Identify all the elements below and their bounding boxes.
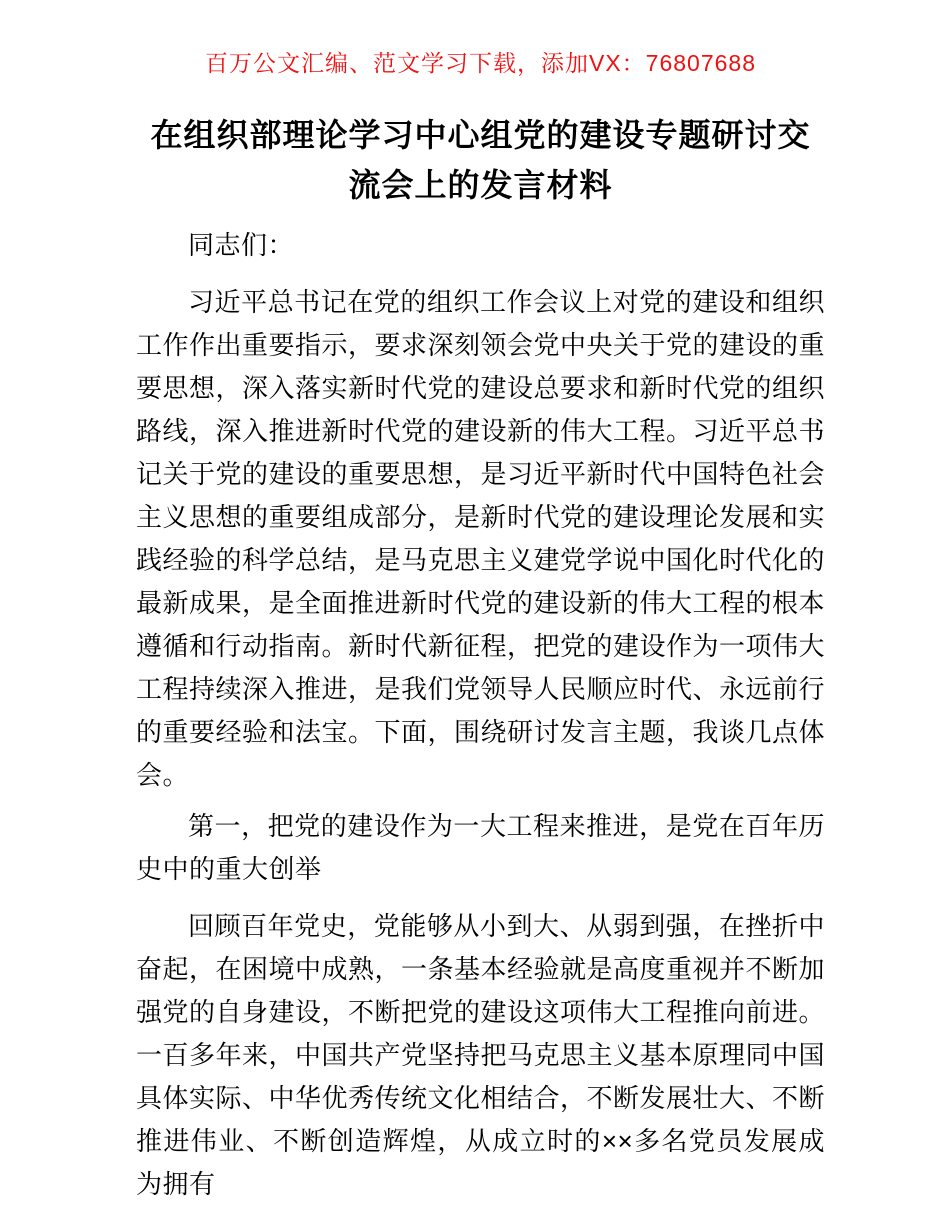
document-title: 在组织部理论学习中心组党的建设专题研讨交流会上的发言材料 bbox=[150, 117, 811, 203]
body-paragraph-1: 习近平总书记在党的组织工作会议上对党的建设和组织工作作出重要指示，要求深刻领会党中央关于党的建设的重要思想，深入落实新时代党的建设总要求和新时代党的组织路线，深入推进新时代党的建设新的伟大工程。习近平总书记关于党的建设的重要思想，是习近平新时代中国特色社会主义思想的重要组成部分，是新时代党的建设理论发展和实践经验的科学总结，是马克思主义建党学说中国化时代化的最新成果，是全面推进新时代党的建设新的伟大工程的根本遵循和行动指南。新时代新征程，把党的建设作为一项伟大工程持续深入推进，是我们党领导人民顺应时代、永远前行的重要经验和法宝。下面，围绕研讨发言主题，我谈几点体会。 bbox=[136, 287, 826, 790]
section-heading-1: 第一，把党的建设作为一大工程来推进，是党在百年历史中的重大创举 bbox=[136, 811, 825, 884]
body-paragraph-2: 回顾百年党史，党能够从小到大、从弱到强，在挫折中奋起，在困境中成熟，一条基本经验就是高度重视并不断加强党的自身建设，不断把党的建设这项伟大工程推向前进。一百多年来，中国共产党坚持把马克思主义基本原理同中国具体实际、中华优秀传统文化相结合，不断发展壮大、不断推进伟业、不断创造辉煌，从成立时的××多名党员发展成为拥有 bbox=[136, 911, 826, 1199]
greeting-line: 同志们： bbox=[188, 230, 295, 260]
watermark-notice: 百万公文汇编、范文学习下载，添加VX：76807688 bbox=[204, 50, 756, 76]
